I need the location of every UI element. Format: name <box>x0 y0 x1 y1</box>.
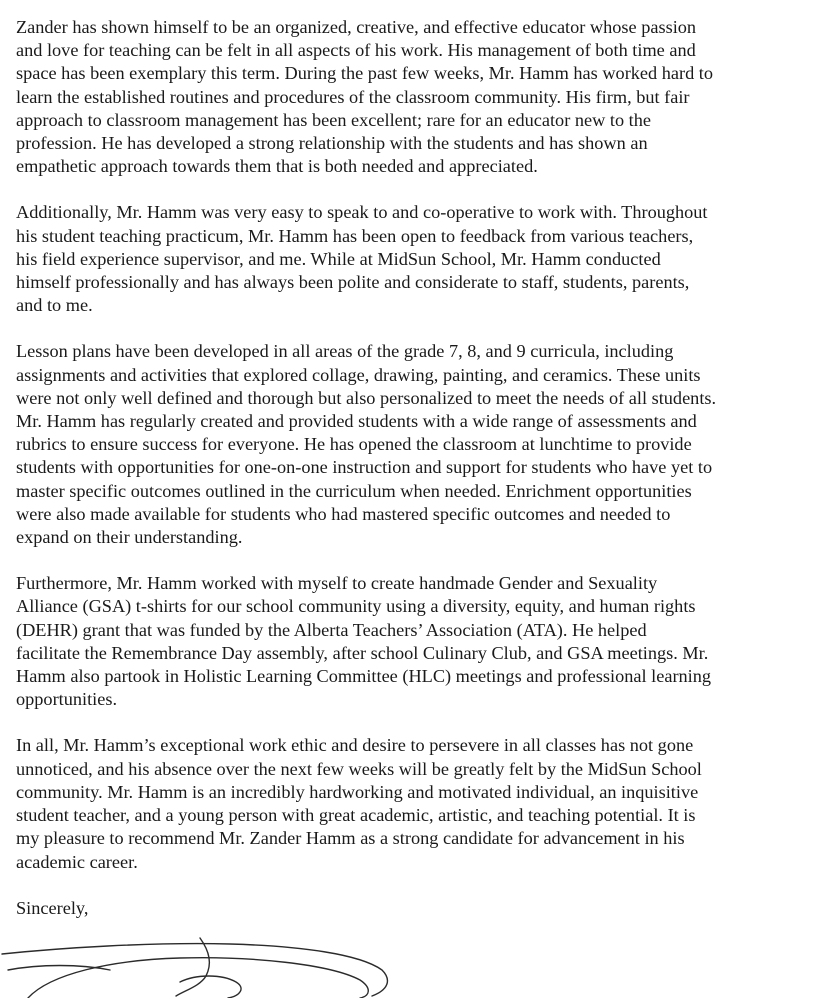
signature-stroke <box>8 966 110 971</box>
closing-salutation: Sincerely, <box>16 897 89 918</box>
signature <box>0 930 420 998</box>
paragraph-recommendation: In all, Mr. Hamm’s exceptional work ethic and desire to persevere in all classes has not gone unnoticed, and his absence over the next few weeks will be greatly felt by the MidSun School community. Mr. Hamm is an incredibly hardworking and motivated individual, an inquisitive student teacher, and a young person with great academic, artistic, and teaching potential. It is my pleasure to recommend Mr. Zander Hamm as a strong candidate for advancement in his academic career. <box>16 735 702 872</box>
signature-stroke <box>28 958 368 998</box>
paragraph-extracurricular: Furthermore, Mr. Hamm worked with myself to create handmade Gender and Sexuality Alliance (GSA) t-shirts for our school community using a diversity, equity, and human rights (DEHR) grant that was funded by the Alberta Teachers’ Association (ATA). He helped facilitate the Remembrance Day assembly, after school Culinary Club, and GSA meetings. Mr. Hamm also partook in Holistic Learning Committee (HLC) meetings and professional learning opportunities. <box>16 573 712 710</box>
paragraph-performance: Zander has shown himself to be an organized, creative, and effective educator whose passion and love for teaching can be felt in all aspects of his work. His management of both time and space has been exemplary this term. During the past few weeks, Mr. Hamm has worked hard to learn the established routines and procedures of the classroom community. His firm, but fair approach to classroom management has been excellent; rare for an educator new to the profession. He has developed a strong relationship with the students and has shown an empathetic approach towards them that is both needed and appreciated. <box>16 17 714 177</box>
signature-stroke <box>176 938 209 996</box>
paragraph-lesson-plans: Lesson plans have been developed in all areas of the grade 7, 8, and 9 curricula, including assignments and activities that explored collage, drawing, painting, and ceramics. These units were not only well defined and thorough but also personalized to meet the needs of all students. Mr. Hamm has regularly created and provided students with a wide range of assessments and rubrics to ensure success for everyone. He has opened the classroom at lunchtime to provide students with opportunities for one-on-one instruction and support for students who have yet to master specific outcomes outlined in the curriculum when needed. Enrichment opportunities were also made available for students who had mastered specific outcomes and needed to expand on their understanding. <box>16 341 717 548</box>
signature-stroke <box>180 976 241 998</box>
paragraph-professionalism: Additionally, Mr. Hamm was very easy to speak to and co-operative to work with. Throughout his student teaching practicum, Mr. Hamm has been open to feedback from various teachers, his field experience supervisor, and me. While at MidSun School, Mr. Hamm conducted himself professionally and has always been polite and considerate to staff, students, parents, and to me. <box>16 202 708 316</box>
letter-body <box>16 16 806 920</box>
